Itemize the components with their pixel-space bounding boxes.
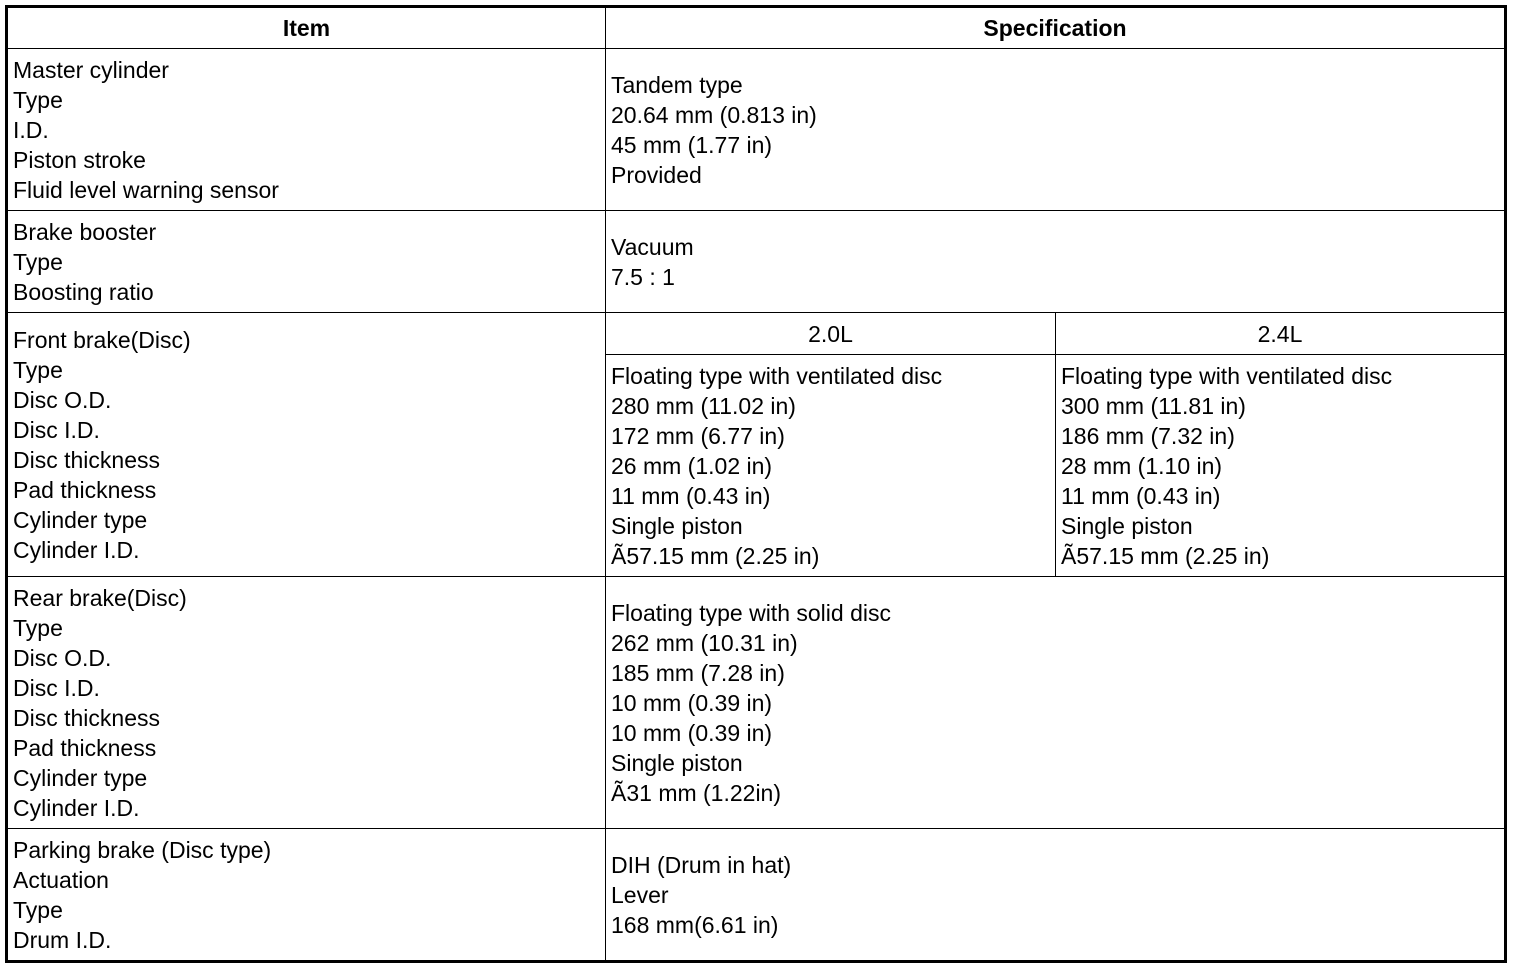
table-line: 168 mm(6.61 in) bbox=[611, 911, 779, 938]
table-line: Disc thickness bbox=[13, 704, 160, 731]
header-row bbox=[7, 7, 1506, 49]
table-line: Brake booster bbox=[13, 218, 157, 245]
table-line: Disc thickness bbox=[13, 446, 160, 473]
table-line: Type bbox=[13, 896, 63, 923]
table-line: Disc I.D. bbox=[13, 674, 100, 701]
table-line: 300 mm (11.81 in) bbox=[1061, 392, 1246, 419]
front-brake-items bbox=[7, 313, 606, 577]
table-line: Vacuum bbox=[611, 233, 694, 260]
table-line: 172 mm (6.77 in) bbox=[611, 422, 785, 449]
table-line: Single piston bbox=[1061, 512, 1193, 539]
table-line: Pad thickness bbox=[13, 734, 157, 761]
rear-brake-items bbox=[7, 577, 606, 829]
table-line: Single piston bbox=[611, 749, 743, 776]
table-line: 186 mm (7.32 in) bbox=[1061, 422, 1235, 449]
table-line: Floating type with solid disc bbox=[611, 599, 891, 626]
table-line: 10 mm (0.39 in) bbox=[611, 719, 773, 746]
table-line: Actuation bbox=[13, 866, 109, 893]
variant-2-0l-label: 2.0L bbox=[606, 313, 1056, 355]
brake-booster-row bbox=[7, 211, 1506, 313]
parking-brake-specs bbox=[606, 829, 1506, 962]
table-line: 262 mm (10.31 in) bbox=[611, 629, 798, 656]
master-cylinder-items bbox=[7, 49, 606, 211]
table-line: Tandem type bbox=[611, 71, 743, 98]
table-line: 280 mm (11.02 in) bbox=[611, 392, 796, 419]
table-line: Pad thickness bbox=[13, 476, 157, 503]
table-line: 45 mm (1.77 in) bbox=[611, 131, 773, 158]
master-cylinder-row bbox=[7, 49, 1506, 211]
table-line: Cylinder I.D. bbox=[13, 536, 140, 563]
rear-brake-row bbox=[7, 577, 1506, 829]
specification-table bbox=[5, 5, 1507, 963]
table-line: 11 mm (0.43 in) bbox=[1061, 482, 1221, 509]
front-brake-2-4l-specs bbox=[1056, 355, 1506, 577]
brake-booster-specs bbox=[606, 211, 1506, 313]
table-line: Fluid level warning sensor bbox=[13, 176, 279, 203]
rear-brake-specs bbox=[606, 577, 1506, 829]
table-line: Disc O.D. bbox=[13, 644, 112, 671]
table-line: Ã31 mm (1.22in) bbox=[611, 779, 782, 806]
table-line: Cylinder I.D. bbox=[13, 794, 140, 821]
table-line: Disc I.D. bbox=[13, 416, 100, 443]
table-line: Type bbox=[13, 356, 63, 383]
table-line: 11 mm (0.43 in) bbox=[611, 482, 771, 509]
table-line: Boosting ratio bbox=[13, 278, 154, 305]
table-line: 7.5 : 1 bbox=[611, 263, 675, 290]
table-line: Rear brake(Disc) bbox=[13, 584, 187, 611]
table-line: DIH (Drum in hat) bbox=[611, 851, 792, 878]
front-brake-variant-row bbox=[7, 313, 1506, 355]
table-line: Floating type with ventilated disc bbox=[1061, 362, 1393, 389]
table-line: Ã57.15 mm (2.25 in) bbox=[611, 542, 820, 569]
brake-booster-items bbox=[7, 211, 606, 313]
table-line: 185 mm (7.28 in) bbox=[611, 659, 785, 686]
front-brake-2-0l-specs bbox=[606, 355, 1056, 577]
master-cylinder-specs bbox=[606, 49, 1506, 211]
specification-header: Specification bbox=[606, 7, 1506, 49]
table-line: Front brake(Disc) bbox=[13, 326, 191, 353]
table-line: Single piston bbox=[611, 512, 743, 539]
table-line: 28 mm (1.10 in) bbox=[1061, 452, 1223, 479]
table-line: Disc O.D. bbox=[13, 386, 112, 413]
table-line: Parking brake (Disc type) bbox=[13, 836, 272, 863]
parking-brake-row bbox=[7, 829, 1506, 962]
table-line: 20.64 mm (0.813 in) bbox=[611, 101, 817, 128]
table-line: Drum I.D. bbox=[13, 926, 112, 953]
item-header: Item bbox=[7, 7, 606, 49]
table-line: Type bbox=[13, 86, 63, 113]
table-line: I.D. bbox=[13, 116, 49, 143]
table-line: Cylinder type bbox=[13, 764, 148, 791]
table-line: Lever bbox=[611, 881, 669, 908]
table-line: Cylinder type bbox=[13, 506, 148, 533]
table-line: Ã57.15 mm (2.25 in) bbox=[1061, 542, 1270, 569]
table-line: Provided bbox=[611, 161, 702, 188]
table-line: 26 mm (1.02 in) bbox=[611, 452, 773, 479]
table-line: Type bbox=[13, 248, 63, 275]
table-line: Type bbox=[13, 614, 63, 641]
table-line: Floating type with ventilated disc bbox=[611, 362, 943, 389]
parking-brake-items bbox=[7, 829, 606, 962]
variant-2-4l-label: 2.4L bbox=[1056, 313, 1506, 355]
table-line: 10 mm (0.39 in) bbox=[611, 689, 773, 716]
table-line: Piston stroke bbox=[13, 146, 146, 173]
table-line: Master cylinder bbox=[13, 56, 169, 83]
